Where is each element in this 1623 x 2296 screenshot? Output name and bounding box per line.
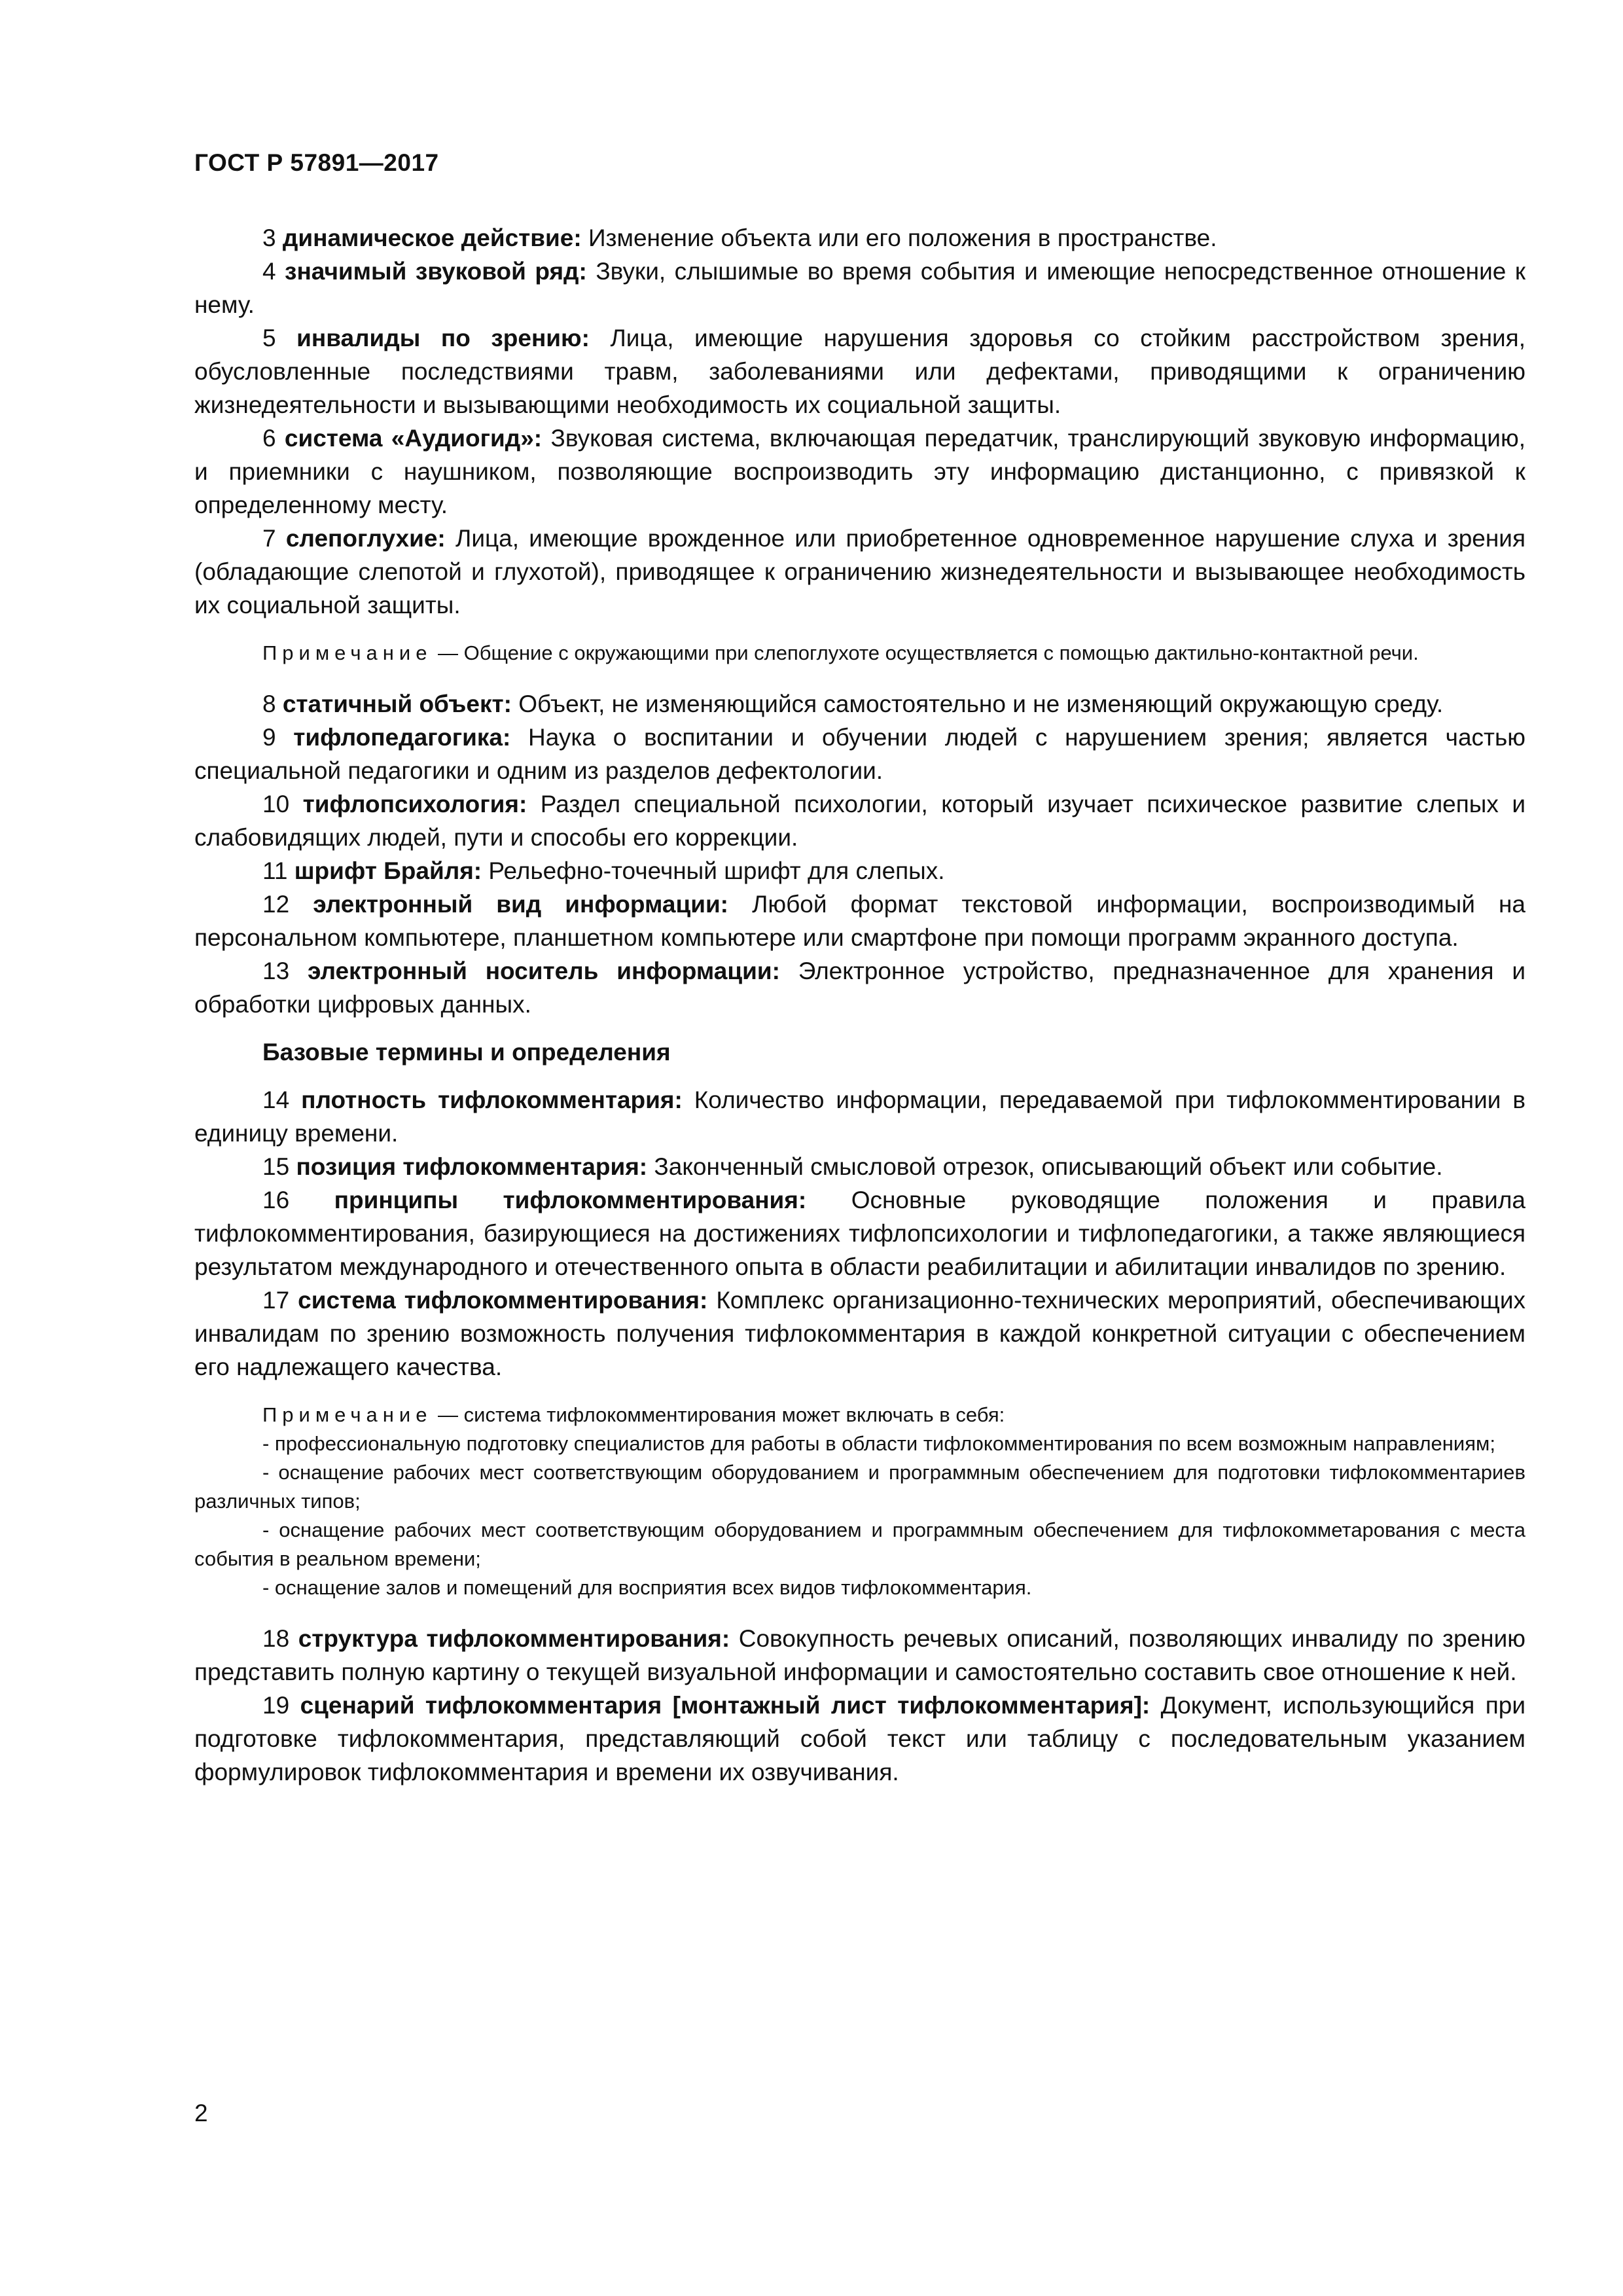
term-entry	[194, 1150, 1525, 1183]
note-text: Общение с окружающими при слепоглухоте осуществляется с помощью дактильно-контактной речи.	[463, 641, 1419, 664]
term-number: 4	[262, 258, 276, 285]
term-number: 15	[262, 1153, 290, 1180]
term-definition: Изменение объекта или его положения в пространстве.	[588, 224, 1217, 251]
note-list-item: - профессиональную подготовку специалистов для работы в области тифлокомментирования по всем возможным направлениям;	[262, 1432, 1495, 1455]
term-name: электронный носитель информации:	[307, 958, 780, 984]
term-number: 6	[262, 425, 276, 452]
spacer	[194, 668, 1525, 687]
term-number: 5	[262, 325, 276, 351]
spacer	[194, 1384, 1525, 1401]
section-title: Базовые термины и определения	[262, 1039, 671, 1066]
term-name: значимый звуковой ряд:	[285, 258, 587, 285]
note-block	[194, 639, 1525, 668]
note-dash: —	[432, 641, 464, 664]
term-number: 9	[262, 724, 276, 751]
term-name: слепоглухие:	[285, 525, 446, 552]
note-label: Примечание	[262, 1403, 433, 1426]
term-number: 18	[262, 1625, 290, 1652]
term-name: инвалиды по зрению:	[296, 325, 590, 351]
term-entry	[194, 687, 1525, 721]
document-page	[194, 0, 1525, 2296]
term-entry	[194, 954, 1525, 1021]
term-name: система тифлокомментирования:	[298, 1287, 708, 1314]
term-name: статичный объект:	[282, 691, 512, 717]
term-number: 8	[262, 691, 276, 717]
note-list-item: - оснащение рабочих мест соответствующим оборудованием и программным обеспечением для тифлокомметарования с места события в реальном времени;	[194, 1518, 1525, 1570]
term-number: 19	[262, 1692, 290, 1719]
term-definition: Документ, использующийся при подготовке тифлокомментария, представляющий собой текст или таблицу с последовательным указанием формулировок тифлокомментария и времени их озвучивания.	[194, 1692, 1525, 1785]
term-definition: Основные руководящие положения и правила тифлокомментирования, базирующиеся на достижениях тифлопсихологии и тифлопедагогики, а также являющиеся результатом международного и отечественного опыта в области реабилитации и абилитации инвалидов по зрению.	[194, 1187, 1526, 1280]
term-entry	[194, 1689, 1525, 1789]
term-entry	[194, 1283, 1525, 1384]
term-entry	[194, 1622, 1525, 1689]
term-entry	[194, 255, 1525, 321]
term-entry	[194, 854, 1525, 888]
term-name: тифлопедагогика:	[293, 724, 511, 751]
note-list-item: - оснащение рабочих мест соответствующим оборудованием и программным обеспечением для подготовки тифлокомментариев различных типов;	[194, 1461, 1525, 1513]
term-name: динамическое действие:	[282, 224, 582, 251]
spacer	[194, 1602, 1525, 1622]
term-name: шрифт Брайля:	[294, 857, 482, 884]
term-definition: Лица, имеющие врожденное или приобретенное одновременное нарушение слуха и зрения (обладающие слепотой и глухотой), приводящее к ограничению жизнедеятельности и вызывающее необходимость их социальной защиты.	[194, 525, 1525, 619]
term-definition: Рельефно-точечный шрифт для слепых.	[488, 857, 945, 884]
term-entry	[194, 1183, 1525, 1283]
term-name: плотность тифлокомментария:	[301, 1086, 683, 1113]
term-number: 13	[262, 958, 290, 984]
term-definition: Электронное устройство, предназначенное для хранения и обработки цифровых данных.	[194, 958, 1526, 1018]
term-definition: Лица, имеющие нарушения здоровья со стойким расстройством зрения, обусловленные последствиями травм, заболеваниями или дефектами, приводящими к ограничению жизнедеятельности и вызывающими необходимость их социальной защиты.	[194, 325, 1526, 418]
term-entry	[194, 787, 1525, 854]
term-definition: Комплекс организационно-технических мероприятий, обеспечивающих инвалидам по зрению возможность получения тифлокомментария в каждой конкретной ситуации с обеспечением его надлежащего качества.	[194, 1287, 1526, 1380]
term-number: 3	[262, 224, 276, 251]
term-number: 16	[262, 1187, 290, 1213]
term-definition: Любой формат текстовой информации, воспроизводимый на персональном компьютере, планшетном компьютере или смартфоне при помощи программ экранного доступа.	[194, 891, 1526, 951]
document-header: ГОСТ Р 57891—2017	[194, 149, 439, 176]
term-entry	[194, 221, 1525, 255]
term-number: 12	[262, 891, 290, 918]
note-label: Примечание	[262, 641, 433, 664]
term-name: позиция тифлокомментария:	[296, 1153, 648, 1180]
page-number: 2	[194, 2100, 208, 2126]
term-entry	[194, 1083, 1525, 1150]
term-definition: Совокупность речевых описаний, позволяющих инвалиду по зрению представить полную картину о текущей визуальной информации и самостоятельно составить свое отношение к ней.	[194, 1625, 1526, 1685]
term-number: 10	[262, 791, 290, 817]
note-list-item: - оснащение залов и помещений для восприятия всех видов тифлокомментария.	[262, 1576, 1032, 1599]
term-entry	[194, 522, 1525, 622]
term-definition: Законченный смысловой отрезок, описывающий объект или событие.	[654, 1153, 1443, 1180]
term-name: принципы тифлокомментирования:	[334, 1187, 807, 1213]
term-definition: Объект, не изменяющийся самостоятельно и не изменяющий окружающую среду.	[518, 691, 1444, 717]
note-dash: —	[432, 1403, 464, 1426]
term-definition: Наука о воспитании и обучении людей с нарушением зрения; является частью специальной педагогики и одним из разделов дефектологии.	[194, 724, 1525, 784]
note-text: система тифлокомментирования может включать в себя:	[463, 1403, 1005, 1426]
term-definition: Количество информации, передаваемой при тифлокомментировании в единицу времени.	[194, 1086, 1526, 1147]
term-definition: Раздел специальной психологии, который изучает психическое развитие слепых и слабовидящих людей, пути и способы его коррекции.	[194, 791, 1526, 851]
term-definition: Звуковая система, включающая передатчик, транслирующий звуковую информацию, и приемники с наушником, позволяющие воспроизводить эту информацию дистанционно, с привязкой к определенному месту.	[194, 425, 1525, 518]
term-number: 11	[262, 857, 288, 884]
term-number: 7	[262, 525, 276, 552]
document-content	[194, 221, 1525, 1789]
term-number: 17	[262, 1287, 290, 1314]
term-name: сценарий тифлокомментария [монтажный лист тифлокомментария]:	[300, 1692, 1150, 1719]
term-name: система «Аудиогид»:	[284, 425, 543, 452]
term-name: структура тифлокомментирования:	[298, 1625, 730, 1652]
term-name: электронный вид информации:	[313, 891, 729, 918]
term-entry	[194, 721, 1525, 787]
term-number: 14	[262, 1086, 290, 1113]
term-entry	[194, 422, 1525, 522]
term-entry	[194, 321, 1525, 422]
note-block	[194, 1401, 1525, 1429]
term-definition: Звуки, слышимые во время события и имеющие непосредственное отношение к нему.	[194, 258, 1526, 318]
term-name: тифлопсихология:	[302, 791, 527, 817]
term-entry	[194, 888, 1525, 954]
spacer	[194, 622, 1525, 639]
